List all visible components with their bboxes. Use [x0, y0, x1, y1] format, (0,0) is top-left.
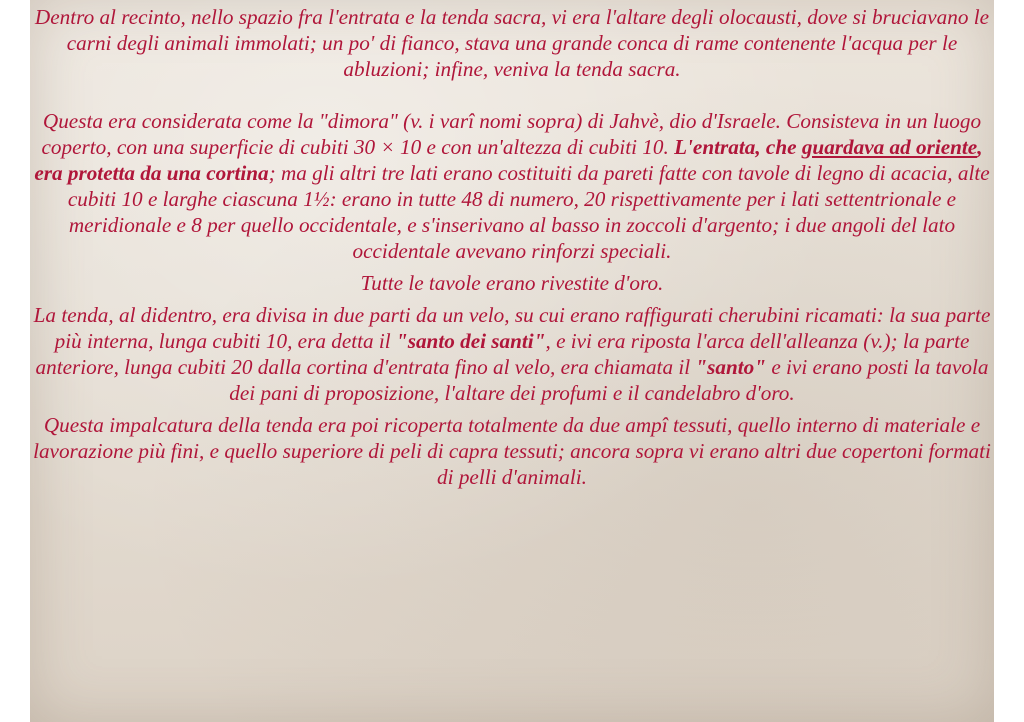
paragraph-recinto: Dentro al recinto, nello spazio fra l'entrata e la tenda sacra, vi era l'altare degli olocausti, dove si bruciavano le carni degli animali immolati; un po' di fianco, stava una grande conca di rame contenente l'acqua per le abluzioni; infine, veniva la tenda sacra.: [34, 5, 990, 81]
dimora-text-end: ; ma gli altri tre lati erano costituiti da pareti fatte con tavole di legno di acacia, alte cubiti 10 e larghe ciascuna 1½: erano in tutte 48 di numero, 20 rispettivamente per i lati settentrionale e meridionale e 8 per quello occidentale, e s'inserivano al basso in zoccoli d'argento; i due angoli del lato occidentale avevano rinforzi speciali.: [67, 161, 990, 263]
document-body: [30, 4, 994, 490]
oriente-underlined-text: guardava ad oriente: [801, 135, 978, 159]
dimora-text-start: Questa era considerata come la "dimora" (v. i varî nomi sopra) di Jahvè, dio d'Israele. Consisteva in un luogo coperto, con una superficie di cubiti 30 × 10 e con un'altezza di cubiti 10.: [41, 109, 982, 159]
page-background: [30, 0, 994, 722]
entrata-bold-start: L'entrata, che: [674, 135, 802, 159]
velo-text-end: e ivi erano posti la tavola dei pani di proposizione, l'altare dei profumi e il candelabro d'oro.: [229, 355, 989, 405]
paragraph-dimora: [30, 108, 994, 264]
paragraph-impalcatura: Questa impalcatura della tenda era poi ricoperta totalmente da due ampî tessuti, quello interno di materiale e lavorazione più fini, e quello superiore di peli di capra tessuti; ancora sopra vi erano altri due copertoni formati di pelli d'animali.: [33, 413, 991, 489]
paragraph-tavole: Tutte le tavole erano rivestite d'oro.: [360, 271, 664, 295]
santo-dei-santi-bold: "santo dei santi": [395, 329, 546, 353]
paragraph-velo: [30, 302, 994, 406]
santo-bold: "santo": [695, 355, 767, 379]
velo-text-middle: , e ivi era riposta l'arca dell'alleanza (v.); la parte anteriore, lunga cubiti 20 dalla cortina d'entrata fino al velo, era chiamata il: [35, 329, 970, 379]
velo-text-start: La tenda, al didentro, era divisa in due parti da un velo, su cui erano raffigurati cherubini ricamati: la sua parte più interna, lunga cubiti 10, era detta il: [33, 303, 991, 353]
cortina-bold-text: , era protetta da una cortina: [34, 135, 983, 185]
